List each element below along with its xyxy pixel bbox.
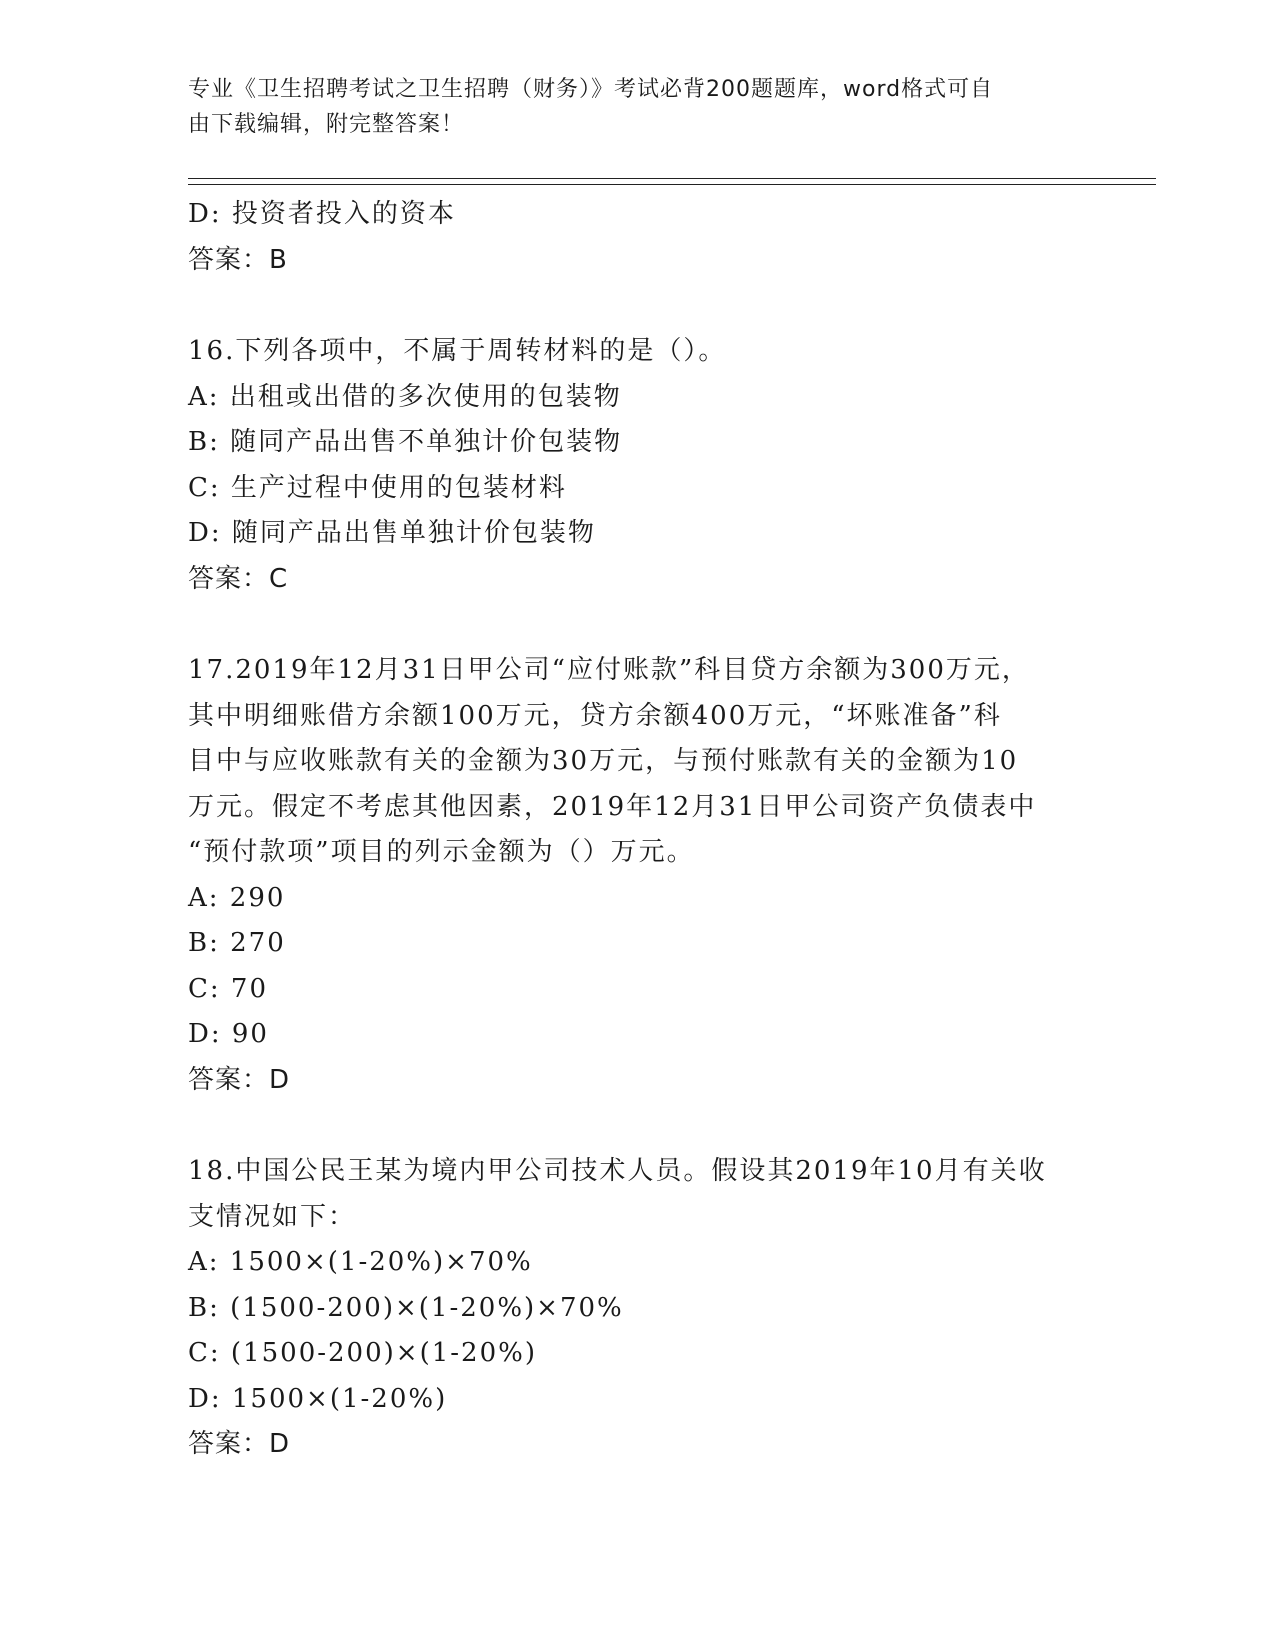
option-d: D: 90 [188,1019,269,1049]
question-18 [188,1149,1088,1468]
answer-line: 答案：D [188,1064,291,1095]
spacer [188,602,1088,648]
header-divider-top [188,178,1156,179]
question-list [188,192,1088,1468]
answer-line: 答案：B [188,244,288,275]
stem-line: 其中明细账借方余额100万元，贷方余额400万元，“坏账准备”科 [188,700,1002,731]
question-16 [188,329,1088,602]
stem-line: 目中与应收账款有关的金额为30万元，与预付账款有关的金额为10 [188,746,1019,776]
option-c: C: (1500-200)×(1-20%) [188,1338,537,1368]
stem-line: “预付款项”项目的列示金额为（）万元。 [188,837,695,867]
option-a: A: 290 [188,882,286,913]
answer-line: 答案：D [188,1429,291,1459]
question-17 [188,648,1088,1103]
option-d: D: 随同产品出售单独计价包装物 [188,518,596,548]
option-d: D: 1500×(1-20%) [188,1383,448,1414]
header-divider-bottom [188,184,1156,185]
spacer [188,1103,1088,1149]
stem-line: 18.中国公民王某为境内甲公司技术人员。假设其2019年10月有关收 [188,1156,1047,1186]
stem-line: 17.2019年12月31日甲公司“应付账款”科目贷方余额为300万元， [188,655,1030,685]
option-a: A: 1500×(1-20%)×70% [188,1247,533,1277]
question-stem [188,1149,1068,1240]
spacer [188,283,1088,329]
option-b: B: 随同产品出售不单独计价包装物 [188,427,623,457]
question-stem [188,648,1068,876]
option-b: B: (1500-200)×(1-20%)×70% [188,1292,624,1323]
stem-line: 万元。假定不考虑其他因素，2019年12月31日甲公司资产负债表中 [188,791,1037,822]
answer-line: 答案：C [188,563,289,594]
option-b: B: 270 [188,928,286,958]
question-15 [188,192,1088,283]
option-c: C: 70 [188,973,269,1004]
header-title-line-2: 由下载编辑，附完整答案！ [188,112,465,137]
option-d: D: 投资者投入的资本 [188,199,456,229]
option-c: C: 生产过程中使用的包装材料 [188,472,567,503]
stem-line: 支情况如下： [188,1201,357,1232]
document-header [188,72,1068,142]
question-stem: 16.下列各项中，不属于周转材料的是（）。 [188,336,727,366]
header-title-line-1: 专业《卫生招聘考试之卫生招聘（财务）》考试必背200题题库，word格式可自 [188,77,994,102]
option-a: A: 出租或出借的多次使用的包装物 [188,381,622,412]
